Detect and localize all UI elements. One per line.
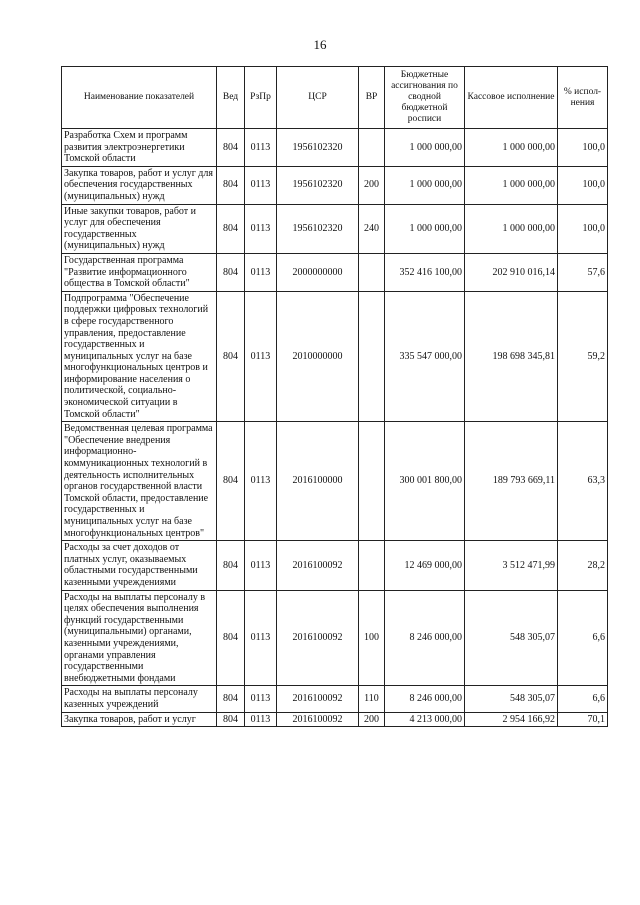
cell-rzpr: 0113 <box>245 253 277 291</box>
cell-budget: 8 246 000,00 <box>385 686 465 712</box>
header-csr: ЦСР <box>277 67 359 129</box>
cell-rzpr: 0113 <box>245 590 277 686</box>
cell-percent: 57,6 <box>558 253 608 291</box>
cell-csr: 2010000000 <box>277 291 359 422</box>
header-budget: Бюджетные ассигнования по сводной бюджетной росписи <box>385 67 465 129</box>
cell-rzpr: 0113 <box>245 422 277 541</box>
cell-vr: 100 <box>359 590 385 686</box>
table-row <box>62 129 608 167</box>
cell-rzpr: 0113 <box>245 686 277 712</box>
cell-vr: 240 <box>359 204 385 253</box>
cell-budget: 1 000 000,00 <box>385 166 465 204</box>
table-row <box>62 291 608 422</box>
cell-cash: 1 000 000,00 <box>465 204 558 253</box>
cell-name: Закупка товаров, работ и услуг <box>62 712 217 727</box>
cell-cash: 3 512 471,99 <box>465 541 558 590</box>
cell-name: Подпрограмма "Обеспечение поддержки цифровых технологий в сфере государственного управления, предоставление государственных и муниципальных услуг на базе многофункциональных центров и информирование населения о политической, социально-экономической ситуации в Томской области" <box>62 291 217 422</box>
budget-execution-table <box>61 66 608 727</box>
cell-percent: 63,3 <box>558 422 608 541</box>
cell-ved: 804 <box>217 541 245 590</box>
cell-ved: 804 <box>217 712 245 727</box>
header-vr: ВР <box>359 67 385 129</box>
cell-csr: 1956102320 <box>277 204 359 253</box>
cell-vr <box>359 541 385 590</box>
cell-csr: 2016100092 <box>277 712 359 727</box>
cell-ved: 804 <box>217 129 245 167</box>
cell-rzpr: 0113 <box>245 204 277 253</box>
cell-percent: 100,0 <box>558 166 608 204</box>
cell-percent: 100,0 <box>558 204 608 253</box>
cell-budget: 1 000 000,00 <box>385 204 465 253</box>
cell-budget: 335 547 000,00 <box>385 291 465 422</box>
cell-ved: 804 <box>217 291 245 422</box>
cell-ved: 804 <box>217 204 245 253</box>
cell-cash: 1 000 000,00 <box>465 129 558 167</box>
header-rzpr: РзПр <box>245 67 277 129</box>
cell-percent: 6,6 <box>558 686 608 712</box>
cell-percent: 59,2 <box>558 291 608 422</box>
cell-budget: 8 246 000,00 <box>385 590 465 686</box>
cell-csr: 2000000000 <box>277 253 359 291</box>
cell-rzpr: 0113 <box>245 541 277 590</box>
table-row <box>62 712 608 727</box>
cell-ved: 804 <box>217 422 245 541</box>
header-name: Наименование показателей <box>62 67 217 129</box>
cell-vr <box>359 253 385 291</box>
cell-cash: 198 698 345,81 <box>465 291 558 422</box>
cell-name: Расходы за счет доходов от платных услуг, оказываемых областными государственными казенными учреждениями <box>62 541 217 590</box>
cell-name: Расходы на выплаты персоналу казенных учреждений <box>62 686 217 712</box>
cell-csr: 2016100092 <box>277 686 359 712</box>
cell-vr <box>359 422 385 541</box>
cell-cash: 2 954 166,92 <box>465 712 558 727</box>
cell-vr: 200 <box>359 166 385 204</box>
cell-rzpr: 0113 <box>245 291 277 422</box>
table-row <box>62 541 608 590</box>
table-row <box>62 204 608 253</box>
cell-vr <box>359 291 385 422</box>
cell-rzpr: 0113 <box>245 166 277 204</box>
cell-csr: 2016100000 <box>277 422 359 541</box>
cell-ved: 804 <box>217 253 245 291</box>
cell-percent: 28,2 <box>558 541 608 590</box>
header-percent: % испол-нения <box>558 67 608 129</box>
cell-csr: 1956102320 <box>277 129 359 167</box>
cell-name: Разработка Схем и программ развития электроэнергетики Томской области <box>62 129 217 167</box>
cell-ved: 804 <box>217 686 245 712</box>
cell-budget: 12 469 000,00 <box>385 541 465 590</box>
cell-ved: 804 <box>217 590 245 686</box>
cell-vr: 200 <box>359 712 385 727</box>
cell-name: Закупка товаров, работ и услуг для обеспечения государственных (муниципальных) нужд <box>62 166 217 204</box>
cell-name: Расходы на выплаты персоналу в целях обеспечения выполнения функций государственными (муниципальными) органами, казенными учреждениями, органами управления государственными внебюджетными фондами <box>62 590 217 686</box>
header-cash: Кассовое исполнение <box>465 67 558 129</box>
cell-percent: 70,1 <box>558 712 608 727</box>
cell-budget: 352 416 100,00 <box>385 253 465 291</box>
cell-csr: 2016100092 <box>277 541 359 590</box>
cell-percent: 6,6 <box>558 590 608 686</box>
table-row <box>62 590 608 686</box>
table-row <box>62 166 608 204</box>
table-row <box>62 422 608 541</box>
cell-name: Государственная программа "Развитие информационного общества в Томской области" <box>62 253 217 291</box>
cell-ved: 804 <box>217 166 245 204</box>
table-row <box>62 253 608 291</box>
cell-csr: 2016100092 <box>277 590 359 686</box>
cell-rzpr: 0113 <box>245 712 277 727</box>
cell-cash: 548 305,07 <box>465 686 558 712</box>
cell-budget: 1 000 000,00 <box>385 129 465 167</box>
page-number: 16 <box>313 37 327 52</box>
cell-cash: 548 305,07 <box>465 590 558 686</box>
cell-vr <box>359 129 385 167</box>
cell-name: Иные закупки товаров, работ и услуг для обеспечения государственных (муниципальных) нужд <box>62 204 217 253</box>
cell-cash: 189 793 669,11 <box>465 422 558 541</box>
cell-csr: 1956102320 <box>277 166 359 204</box>
cell-budget: 300 001 800,00 <box>385 422 465 541</box>
table-header-row <box>62 67 608 129</box>
header-ved: Вед <box>217 67 245 129</box>
cell-rzpr: 0113 <box>245 129 277 167</box>
cell-percent: 100,0 <box>558 129 608 167</box>
cell-name: Ведомственная целевая программа "Обеспечение внедрения информационно-коммуникационных технологий в деятельность исполнительных органов государственной власти Томской области, предоставление государственных и муниципальных услуг на базе многофункциональных центров" <box>62 422 217 541</box>
cell-vr: 110 <box>359 686 385 712</box>
table-row <box>62 686 608 712</box>
cell-cash: 202 910 016,14 <box>465 253 558 291</box>
cell-cash: 1 000 000,00 <box>465 166 558 204</box>
cell-budget: 4 213 000,00 <box>385 712 465 727</box>
